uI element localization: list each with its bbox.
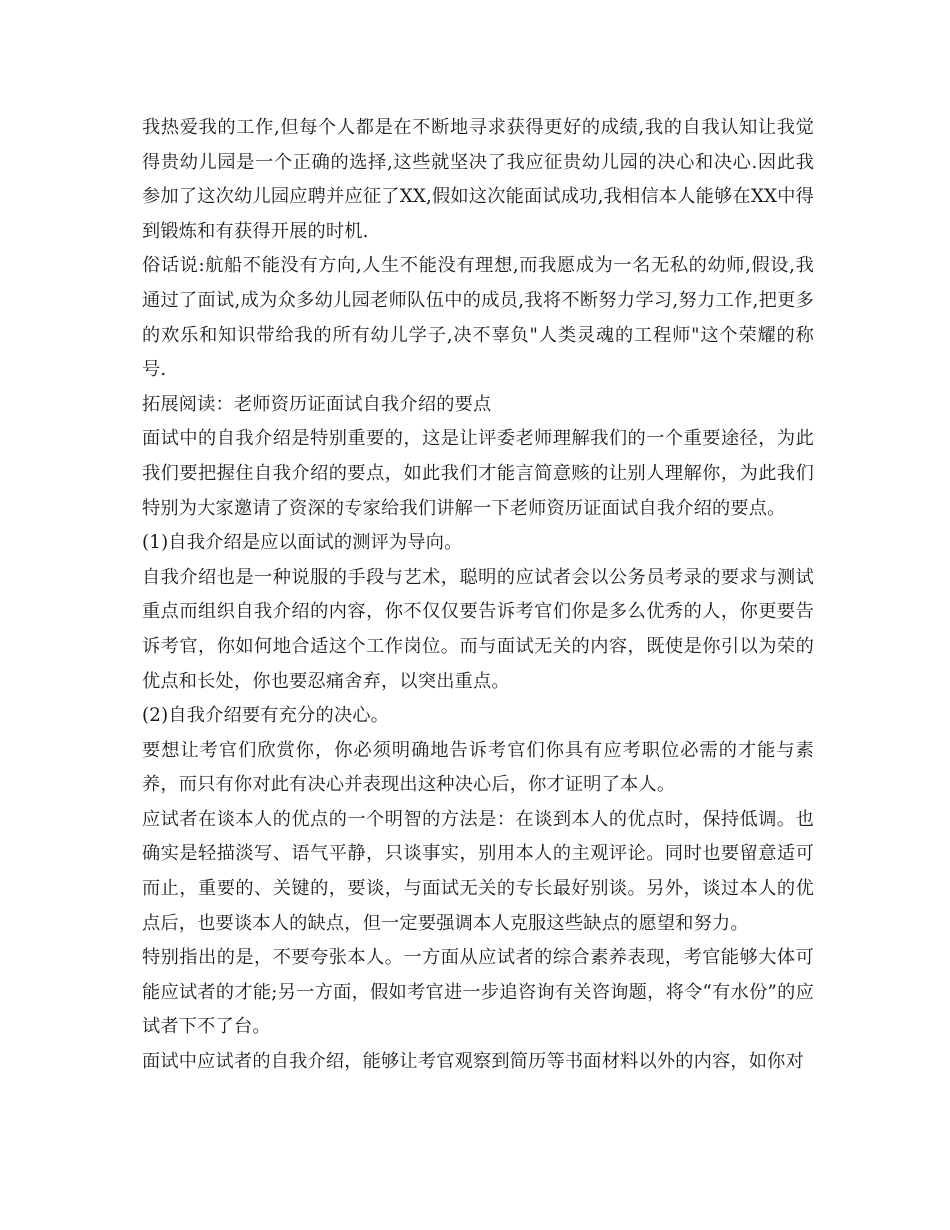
document-body <box>142 111 814 1080</box>
paragraph-extended-reading-heading: 拓展阅读：老师资历证面试自我介绍的要点 <box>142 393 492 415</box>
paragraph-beyond-resume: 面试中应试者的自我介绍，能够让考官观察到简历等书面材料以外的内容，如你对 <box>142 1051 804 1073</box>
paragraph-discussing-strengths: 应试者在谈本人的优点的一个明智的方法是：在谈到本人的优点时，保持低调。也确实是轻描淡写、语气平静，只谈事实，别用本人的主观评论。同时也要留意适可而止，重要的、关键的，要谈，与面试无关的专长最好别谈。另外，谈过本人的优点后，也要谈本人的缺点，但一定要强调本人克服这些缺点的愿望和努力。 <box>142 808 814 934</box>
paragraph-point-2-body: 要想让考官们欣赏你，你必须明确地告诉考官们你具有应考职位必需的才能与素养，而只有你对此有决心并表现出这种决心后，你才证明了本人。 <box>142 739 814 796</box>
paragraph-interview-intro-importance: 面试中的自我介绍是特别重要的，这是让评委老师理解我们的一个重要途径，为此我们要把握住自我介绍的要点，如此我们才能言简意赅的让别人理解你，为此我们特别为大家邀请了资深的专家给我们讲解一下老师资历证面试自我介绍的要点。 <box>142 428 814 519</box>
paragraph-point-1-body: 自我介绍也是一种说服的手段与艺术，聪明的应试者会以公务员考录的要求与测试重点而组织自我介绍的内容，你不仅仅要告诉考官们你是多么优秀的人，你更要告诉考官，你如何地合适这个工作岗位。而与面试无关的内容，既使是你引以为荣的优点和长处，你也要忍痛舍弃，以突出重点。 <box>142 566 814 692</box>
paragraph-point-1-heading: (1)自我介绍是应以面试的测评为导向。 <box>142 532 463 554</box>
paragraph-point-2-heading: (2)自我介绍要有充分的决心。 <box>142 705 390 727</box>
paragraph-saying-about-direction: 俗话说:航船不能没有方向,人生不能没有理想,而我愿成为一名无私的幼师,假设,我通过了面试,成为众多幼儿园老师队伍中的成员,我将不断努力学习,努力工作,把更多的欢乐和知识带给我的所有幼儿学子,决不辜负"人类灵魂的工程师"这个荣耀的称号. <box>142 255 814 381</box>
paragraph-passion-for-work: 我热爱我的工作,但每个人都是在不断地寻求获得更好的成绩,我的自我认知让我觉得贵幼儿园是一个正确的选择,这些就坚决了我应征贵幼儿园的决心和决心.因此我参加了这次幼儿园应聘并应征了XX,假如这次能面试成功,我相信本人能够在XX中得到锻炼和有获得开展的时机. <box>142 117 814 242</box>
paragraph-do-not-exaggerate: 特别指出的是，不要夸张本人。一方面从应试者的综合素养表现，考官能够大体可能应试者的才能;另一方面，假如考官进一步追咨询有关咨询题，将令“有水份”的应试者下不了台。 <box>142 947 814 1038</box>
